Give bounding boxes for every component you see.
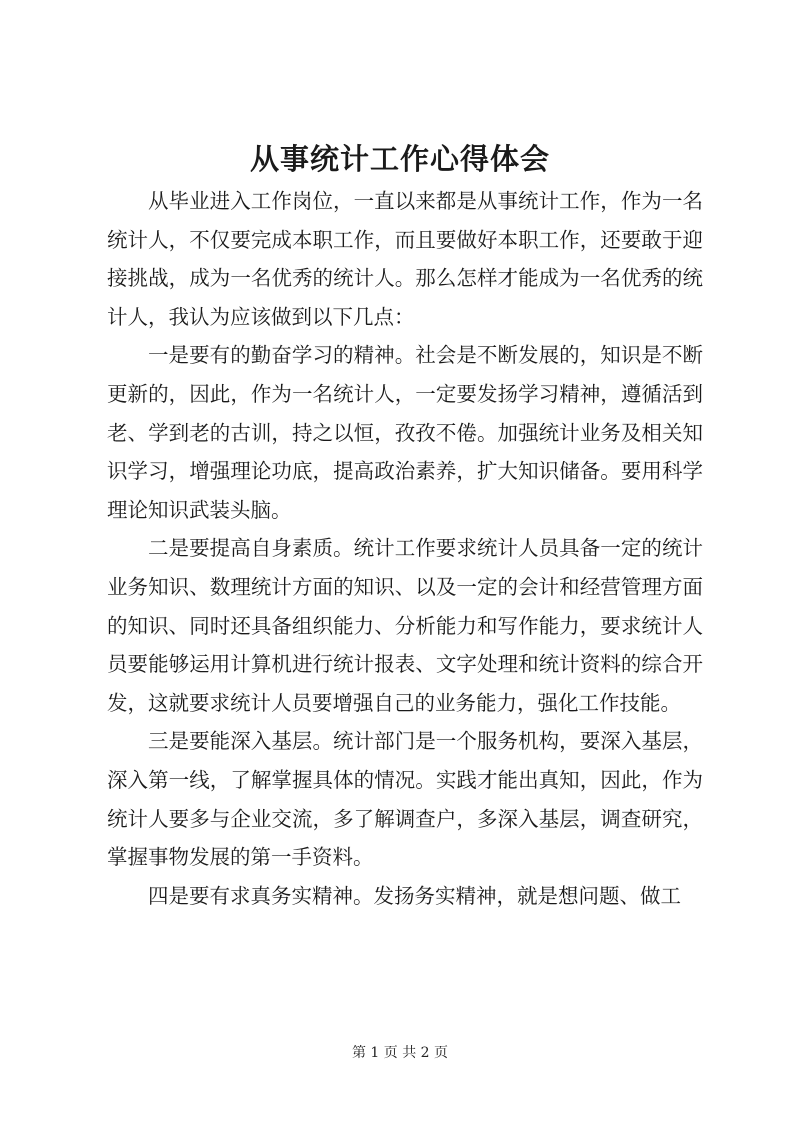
paragraph-grassroots: 三是要能深入基层。统计部门是一个服务机构，要深入基层，深入第一线，了解掌握具体的情况。实践才能出真知，因此，作为统计人要多与企业交流，多了解调查户，多深入基层，调查研究，掌握事物发展的第一手资料。 — [107, 729, 703, 870]
paragraph-self-quality: 二是要提高自身素质。统计工作要求统计人员具备一定的统计业务知识、数理统计方面的知识、以及一定的会计和经营管理方面的知识、同时还具备组织能力、分析能力和写作能力，要求统计人员要能够运用计算机进行统计报表、文字处理和统计资料的综合开发，这就要求统计人员要增强自己的业务能力，强化工作技能。 — [107, 536, 703, 715]
page-number-footer: 第 1 页 共 2 页 — [351, 1045, 449, 1061]
document-body — [107, 182, 703, 915]
paragraph-intro: 从毕业进入工作岗位，一直以来都是从事统计工作，作为一名统计人，不仅要完成本职工作，而且要做好本职工作，还要敢于迎接挑战，成为一名优秀的统计人。那么怎样才能成为一名优秀的统计人，我认为应该做到以下几点： — [107, 189, 703, 329]
paragraph-study-spirit: 一是要有的勤奋学习的精神。社会是不断发展的，知识是不断更新的，因此，作为一名统计人，一定要发扬学习精神，遵循活到老、学到老的古训，持之以恒，孜孜不倦。加强统计业务及相关知识学习，增强理论功底，提高政治素养，扩大知识储备。要用科学理论知识武装头脑。 — [107, 343, 703, 522]
paragraph-pragmatic-spirit: 四是要有求真务实精神。发扬务实精神，就是想问题、做工 — [148, 883, 681, 908]
document-title: 从事统计工作心得体会 — [249, 142, 550, 176]
